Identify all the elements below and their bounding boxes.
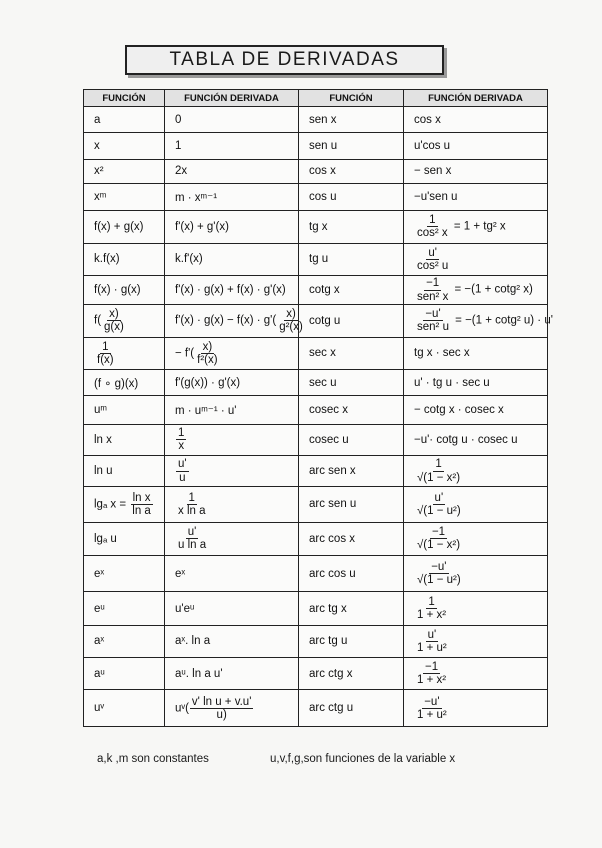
cell-function-right: tg x <box>299 211 404 243</box>
table-row <box>84 369 548 395</box>
cell-function-left: lgₐ x = $\frac{\text{ln x}}{\text{ln a}}$ <box>84 487 165 522</box>
table-row <box>84 522 548 555</box>
cell-derivative-left: $\frac{1}{\text{x ln a}}$ <box>165 487 299 522</box>
cell-derivative-left: f'(g(x)) · g'(x) <box>165 369 299 395</box>
cell-derivative-right: $\frac{-u'}{\text{1 + u²}}$ <box>404 690 548 727</box>
table-row <box>84 396 548 424</box>
cell-derivative-right: $\frac{1}{\text{√(1 − x²)}}$ <box>404 455 548 486</box>
page-title-text: TABLA DE DERIVADAS <box>169 49 400 70</box>
cell-derivative-right: $\frac{1}{\text{1 + x²}}$ <box>404 592 548 625</box>
table-row <box>84 625 548 657</box>
cell-derivative-right: $\frac{u'}{\text{1 + u²}}$ <box>404 625 548 657</box>
table-row <box>84 211 548 243</box>
header-funcion-2: FUNCIÓN <box>299 90 404 107</box>
cell-function-right: cos u <box>299 183 404 210</box>
table-row <box>84 183 548 210</box>
cell-function-left: (f ∘ g)(x) <box>84 369 165 395</box>
table-row <box>84 275 548 304</box>
cell-function-left: f( $\frac{x)}{g(x)}$ <box>84 305 165 337</box>
cell-derivative-left: aˣ. ln a <box>165 625 299 657</box>
page-title <box>125 45 444 75</box>
cell-function-right: sen x <box>299 107 404 133</box>
cell-function-right: sen u <box>299 133 404 159</box>
table-row <box>84 424 548 455</box>
table-row <box>84 592 548 625</box>
cell-function-right: arc sen u <box>299 487 404 522</box>
cell-derivative-left: aᵘ. ln a u' <box>165 658 299 690</box>
cell-function-left: xᵐ <box>84 183 165 210</box>
cell-function-left: eᵘ <box>84 592 165 625</box>
cell-derivative-right: $\frac{1}{\text{cos² x}}$ = 1 + tg² x <box>404 211 548 243</box>
cell-function-left: uᵛ <box>84 690 165 727</box>
cell-derivative-left: k.f'(x) <box>165 243 299 275</box>
cell-function-right: tg u <box>299 243 404 275</box>
cell-function-left: lgₐ u <box>84 522 165 555</box>
cell-function-left: f(x) · g(x) <box>84 275 165 304</box>
derivatives-table <box>83 89 553 727</box>
cell-function-left: x <box>84 133 165 159</box>
cell-derivative-left: − f'( $\frac{x)}{\text{f²(x)}}$ <box>165 337 299 369</box>
cell-derivative-right: u' · tg u · sec u <box>404 369 548 395</box>
cell-function-left: ln x <box>84 424 165 455</box>
table-row <box>84 305 548 337</box>
cell-function-right: arc cos x <box>299 522 404 555</box>
footer-constants-note: a,k ,m son constantes <box>97 753 209 765</box>
cell-function-right: arc ctg x <box>299 658 404 690</box>
cell-function-right: sec x <box>299 337 404 369</box>
cell-derivative-right: u'cos u <box>404 133 548 159</box>
cell-derivative-right: − cotg x · cosec x <box>404 396 548 424</box>
header-derivada-2: FUNCIÓN DERIVADA <box>404 90 548 107</box>
table-row <box>84 555 548 591</box>
cell-derivative-left: $\frac{u'}{\text{u ln a}}$ <box>165 522 299 555</box>
footer-functions-note: u,v,f,g,son funciones de la variable x <box>270 753 456 765</box>
cell-derivative-right: $\frac{-1}{\text{√(1 − x²)}}$ <box>404 522 548 555</box>
table-row <box>84 107 548 133</box>
cell-derivative-right: $\frac{u'}{\text{√(1 − u²)}}$ <box>404 487 548 522</box>
cell-derivative-left: uᵛ( $\frac{\text{v' ln u + v.u'}}{u)}$ <box>165 690 299 727</box>
cell-function-left: aˣ <box>84 625 165 657</box>
cell-derivative-left: $\frac{1}{x}$ <box>165 424 299 455</box>
cell-function-left: a <box>84 107 165 133</box>
cell-derivative-left: f'(x) · g(x) + f(x) · g'(x) <box>165 275 299 304</box>
cell-function-right: arc sen x <box>299 455 404 486</box>
cell-derivative-right: tg x · sec x <box>404 337 548 369</box>
cell-derivative-left: f'(x) + g'(x) <box>165 211 299 243</box>
table-row <box>84 133 548 159</box>
cell-function-right: cotg u <box>299 305 404 337</box>
table-row <box>84 658 548 690</box>
header-derivada-1: FUNCIÓN DERIVADA <box>165 90 299 107</box>
cell-function-left: $\frac{1}{f(x)}$ <box>84 337 165 369</box>
cell-function-left: k.f(x) <box>84 243 165 275</box>
cell-derivative-left: u'eᵘ <box>165 592 299 625</box>
cell-function-right: arc cos u <box>299 555 404 591</box>
cell-function-left: f(x) + g(x) <box>84 211 165 243</box>
table-row <box>84 690 548 727</box>
cell-derivative-left: f'(x) · g(x) − f(x) · g'( $\frac{x)}{\text{g²(x)}}$ <box>165 305 299 337</box>
cell-derivative-left: 2x <box>165 159 299 183</box>
table-row <box>84 487 548 522</box>
cell-derivative-right: $\frac{-1}{\text{1 + x²}}$ <box>404 658 548 690</box>
cell-derivative-right: − sen x <box>404 159 548 183</box>
cell-derivative-right: $\frac{-u'}{\text{√(1 − u²)}}$ <box>404 555 548 591</box>
cell-derivative-left: 1 <box>165 133 299 159</box>
cell-derivative-right: $\frac{-u'}{\text{sen² u}}$ = −(1 + cotg² u) · u' <box>404 305 548 337</box>
cell-function-left: eˣ <box>84 555 165 591</box>
cell-function-left: x² <box>84 159 165 183</box>
cell-derivative-left: m · uᵐ⁻¹ · u' <box>165 396 299 424</box>
cell-function-right: arc tg u <box>299 625 404 657</box>
cell-derivative-left: m · xᵐ⁻¹ <box>165 183 299 210</box>
table-row <box>84 159 548 183</box>
cell-function-right: arc tg x <box>299 592 404 625</box>
cell-derivative-right: cos x <box>404 107 548 133</box>
cell-function-left: uᵐ <box>84 396 165 424</box>
cell-derivative-right: −u'sen u <box>404 183 548 210</box>
cell-function-left: ln u <box>84 455 165 486</box>
table-header-row <box>84 90 548 107</box>
cell-function-right: sec u <box>299 369 404 395</box>
cell-function-right: cosec u <box>299 424 404 455</box>
cell-function-right: cos x <box>299 159 404 183</box>
cell-derivative-right: $\frac{u'}{\text{cos² u}}$ <box>404 243 548 275</box>
cell-derivative-right: −u'· cotg u · cosec u <box>404 424 548 455</box>
header-funcion-1: FUNCIÓN <box>84 90 165 107</box>
cell-function-right: cotg x <box>299 275 404 304</box>
table-row <box>84 337 548 369</box>
cell-derivative-left: $\frac{u'}{u}$ <box>165 455 299 486</box>
cell-derivative-left: eˣ <box>165 555 299 591</box>
cell-derivative-left: 0 <box>165 107 299 133</box>
cell-function-right: cosec x <box>299 396 404 424</box>
table-row <box>84 455 548 486</box>
table-row <box>84 243 548 275</box>
cell-derivative-right: $\frac{-1}{\text{sen² x}}$ = −(1 + cotg² x) <box>404 275 548 304</box>
cell-function-left: aᵘ <box>84 658 165 690</box>
cell-function-right: arc ctg u <box>299 690 404 727</box>
